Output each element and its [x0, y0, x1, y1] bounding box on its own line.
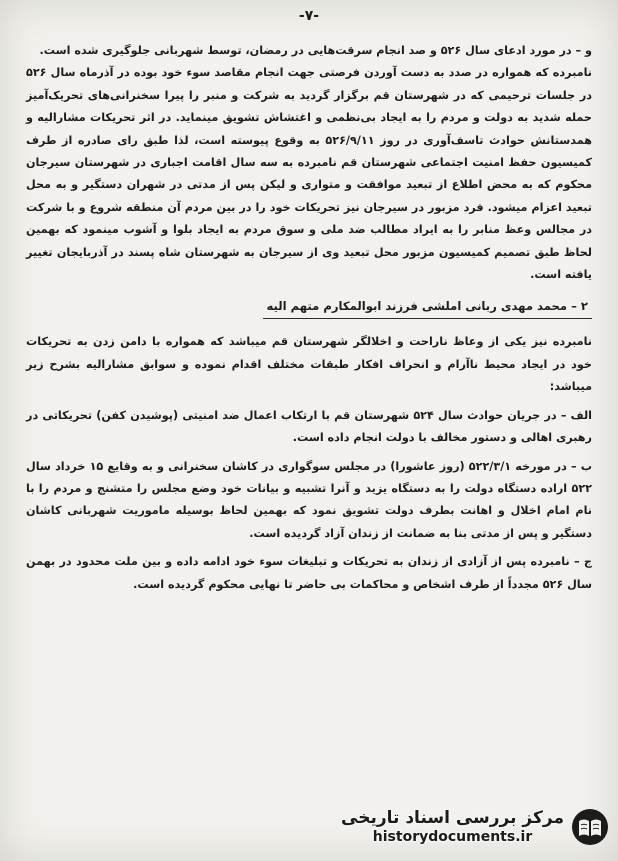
watermark [341, 807, 610, 847]
section-heading-row [26, 296, 592, 319]
page-number: -۷- [298, 8, 320, 24]
paragraph-5: ب – در مورخه ۵۲۲/۳/۱ (روز عاشورا) در مجلس سوگواری در کاشان سخنرانی و به وقایع ۱۵ خرداد سال ۵۲۲ اراده دستگاه دولت را به دستگاه یزید و آنرا تشبیه و بیانات خود وضع مجلس را متشنج و مردم را با نام امام اخلال و اهانت بطرف دولت تشویق نمود که بهمین لحاظ بوسیله ماموریت شهربانی کاشان دستگیر و پس از مدتی بنا به ضمانت از زندان آزاد گردیده است. [26, 459, 592, 540]
document-body [26, 40, 592, 596]
paragraph-3: نامبرده نیز یکی از وعاظ ناراحت و اخلالگر شهرستان قم میباشد که همواره با دامن زدن به تحریکات خود در ایجاد محیط ناآرام و انحراف افکار طبقات مختلف اقدام نموده و سوابق مشارالیه بشرح زیر میباشد: [26, 335, 592, 394]
paragraph-2: نامبرده که همواره در صدد به دست آوردن فرصتی جهت انجام مقاصد سوء خود بوده در آذرماه سال ۵۲۶ در جلسات ترحیمی که در شهرستان قم برگزار گردید به شرکت و منبر را پیرا سخنرانی‌های تحریک‌آمیز حمله شدید به دولت و مردم را به ایجاد بی‌نظمی و اغتشاش تشویق مینماید. در اثر تحریکات مشارالیه و همدستانش حوادث تاسف‌آوری در روز ۵۲۶/۹/۱۱ به وقوع پیوسته است، لذا طبق رای صادره از طرف کمیسیون حفظ امنیت اجتماعی شهرستان قم نامبرده به سه سال اقامت اجباری در شهرستان سیرجان محکوم که به محض اطلاع از تبعید موافقت و متواری و لیکن پس از مدتی در شهران دستگیر و به محل تبعید اعزام میشود. فرد مزبور در سیرجان نیز تحریکات خود را در بین مردم آن منطقه شروع و با شرکت در مجالس وعظ منابر را به ایراد مطالب ضد ملی و سوق مردم به ایجاد بلوا و آشوب مینمود که بهمین لحاظ طبق تصمیم کمیسیون مزبور محل تبعید وی از سیرجان به شهرستان شاه پسند در آذربایجان تغییر یافته است. [26, 66, 593, 282]
watermark-url: historydocuments.ir [372, 829, 533, 845]
paragraph-1: و – در مورد ادعای سال ۵۲۶ و صد انجام سرقت‌هایی در رمضان، توسط شهربانی جلوگیری شده است. [39, 44, 592, 57]
watermark-title: مرکز بررسی اسناد تاریخی [341, 808, 564, 828]
paragraph-4: الف – در جریان حوادث سال ۵۲۴ شهرستان قم با ارتکاب اعمال ضد امنیتی (پوشیدن کفن) تحریکاتی در رهبری اهالی و دستور مخالف با دولت انجام داده است. [26, 408, 593, 445]
open-book-icon [570, 807, 610, 847]
paragraph-6: ج – نامبرده پس از آزادی از زندان به تحریکات و تبلیغات سوء خود ادامه داده و بین ملت محدود در بهمن سال ۵۲۶ مجدداً از طرف اشخاص و محاکمات بی حاضر تا نهایی محکوم گردیده است. [26, 555, 592, 591]
watermark-text [341, 808, 564, 846]
section-heading: ۲ – محمد مهدی ربانی املشی فرزند ابوالمکارم متهم‌ الیه [263, 296, 592, 319]
